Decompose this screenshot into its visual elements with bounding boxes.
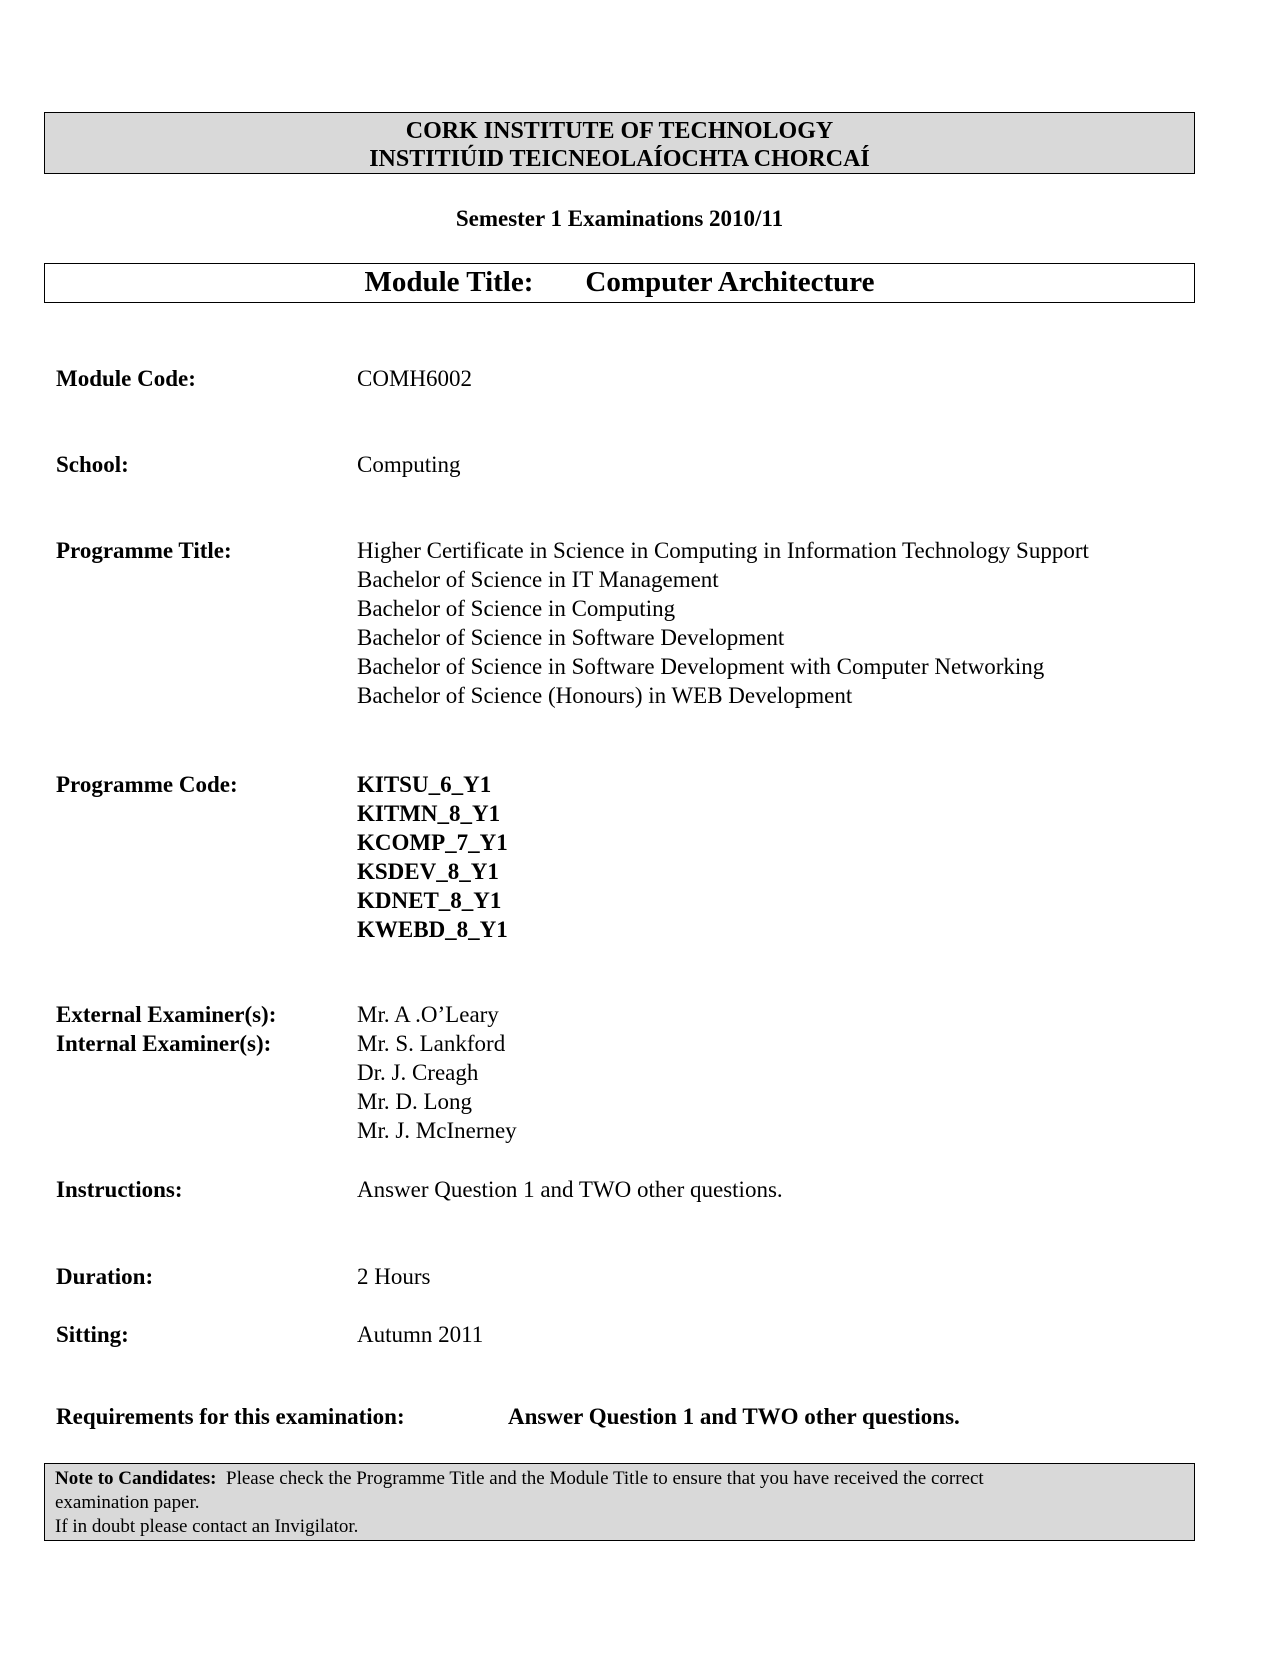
semester-heading: Semester 1 Examinations 2010/11 [455, 206, 784, 231]
instructions-value: Answer Question 1 and TWO other questions. [357, 1177, 783, 1202]
module-code-label: Module Code: [56, 366, 196, 391]
programme-title-item: Bachelor of Science in Software Development [357, 625, 785, 650]
programme-title-item: Bachelor of Science in Software Development with Computer Networking [357, 654, 1045, 679]
institute-name-english: CORK INSTITUTE OF TECHNOLOGY [405, 118, 834, 144]
sitting-label: Sitting: [56, 1322, 129, 1347]
programme-code-list [357, 770, 508, 944]
examiner-list [357, 1000, 517, 1145]
module-title-label: Module Title: [364, 266, 534, 298]
duration-label: Duration: [56, 1264, 154, 1289]
school-value: Computing [357, 452, 461, 477]
examiner-name: Mr. D. Long [357, 1089, 472, 1114]
programme-title-item: Bachelor of Science (Honours) in WEB Development [357, 683, 853, 708]
programme-title-label: Programme Title: [56, 538, 232, 563]
programme-code-item: KSDEV_8_Y1 [357, 859, 499, 884]
programme-code-item: KWEBD_8_Y1 [357, 917, 508, 942]
sitting-value: Autumn 2011 [357, 1322, 484, 1347]
programme-code-item: KCOMP_7_Y1 [357, 830, 508, 855]
examiner-name: Mr. S. Lankford [357, 1031, 506, 1056]
note-text-2: examination paper. [55, 1492, 200, 1513]
programme-title-item: Bachelor of Science in Computing [357, 596, 676, 621]
note-to-candidates [44, 1463, 1195, 1541]
programme-code-label: Programme Code: [56, 772, 238, 797]
note-text-1: Please check the Programme Title and the Module Title to ensure that you have received the correct [226, 1468, 984, 1489]
requirements-value: Answer Question 1 and TWO other questions. [508, 1404, 960, 1429]
module-code-value: COMH6002 [357, 366, 473, 391]
programme-code-item: KITMN_8_Y1 [357, 801, 501, 826]
programme-title-item: Bachelor of Science in IT Management [357, 567, 719, 592]
requirements-label: Requirements for this examination: [56, 1404, 405, 1429]
programme-title-item: Higher Certificate in Science in Computing in Information Technology Support [357, 538, 1089, 563]
programme-code-item: KITSU_6_Y1 [357, 772, 492, 797]
examiner-name: Mr. J. McInerney [357, 1118, 517, 1143]
internal-examiner-label: Internal Examiner(s): [56, 1031, 272, 1056]
note-label: Note to Candidates: [55, 1468, 217, 1489]
duration-value: 2 Hours [357, 1264, 431, 1289]
examiner-name: Dr. J. Creagh [357, 1060, 479, 1085]
institute-name-irish: INSTITIÚID TEICNEOLAÍOCHTA CHORCAÍ [369, 146, 870, 172]
note-text-3: If in doubt please contact an Invigilator. [55, 1516, 359, 1537]
institute-header [44, 112, 1195, 174]
note-line-1 [55, 1467, 1184, 1491]
module-title-box [44, 263, 1195, 303]
module-title-value: Computer Architecture [585, 266, 875, 298]
programme-title-list [357, 536, 1089, 710]
external-examiner-label: External Examiner(s): [56, 1002, 277, 1027]
programme-code-item: KDNET_8_Y1 [357, 888, 502, 913]
school-label: School: [56, 452, 129, 477]
instructions-label: Instructions: [56, 1177, 183, 1202]
examiner-name: Mr. A .O’Leary [357, 1002, 499, 1027]
